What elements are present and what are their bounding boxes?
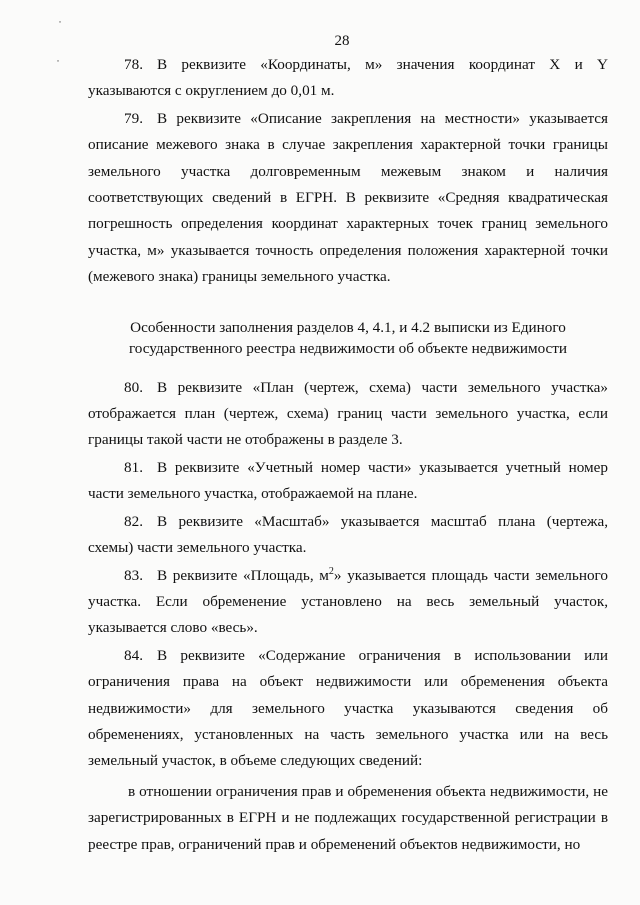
paragraph-text: В реквизите «Содержание ограничения в использовании или ограничения права на объект недвижимости или обременения объекта недвижимости» для земельного участка указываются сведения об обременениях, установленных на часть земельного участка или на весь земельный участок, в объеме следующих сведений: bbox=[88, 646, 608, 770]
paragraph-83 bbox=[88, 563, 608, 642]
paragraph-number: 84. bbox=[124, 646, 143, 664]
margin-mark: ˙ bbox=[56, 57, 60, 71]
paragraph-80 bbox=[88, 375, 608, 454]
paragraph-number: 78. bbox=[124, 56, 143, 73]
paragraph-84 bbox=[88, 643, 608, 775]
superscript: 2 bbox=[328, 565, 334, 577]
paragraph-82 bbox=[88, 509, 608, 562]
paragraph-81 bbox=[88, 455, 608, 508]
paragraph-text: » указывается площадь части земельного участка. Если обременение установлено на весь земельный участок, указывается слово «весь». bbox=[88, 566, 608, 637]
section-title: Особенности заполнения разделов 4, 4.1, и 4.2 выписки из Единого государственного реестра недвижимости об объекте недвижимости bbox=[128, 318, 568, 357]
margin-mark: ˙ bbox=[58, 18, 62, 32]
paragraph-number: 81. bbox=[124, 458, 143, 476]
paragraph-text: В реквизите «Учетный номер части» указывается учетный номер части земельного участка, отображаемой на плане. bbox=[88, 458, 608, 503]
paragraph-text: В реквизите «Площадь, м bbox=[156, 566, 329, 584]
paragraph-number: 80. bbox=[124, 378, 143, 396]
subparagraph: в отношении ограничения прав и обременения объекта недвижимости, не зарегистрированных в ЕГРН и не подлежащих государственной регистрации в реестре прав, ограничений прав и обременений объектов недвижимости, но bbox=[88, 782, 608, 853]
paragraph-text: В реквизите «Координаты, м» значения координат X и Y указываются с округлением до 0,01 м. bbox=[88, 56, 608, 100]
paragraph-number: 83. bbox=[124, 566, 143, 584]
paragraph-78 bbox=[88, 52, 608, 105]
document-body bbox=[88, 52, 608, 858]
paragraph-text: В реквизите «Масштаб» указывается масштаб плана (чертежа, схемы) части земельного участка. bbox=[88, 512, 608, 557]
paragraph-79 bbox=[88, 106, 608, 291]
page-number: 28 bbox=[334, 33, 350, 49]
paragraph-number: 79. bbox=[124, 109, 143, 127]
paragraph-text: В реквизите «Описание закрепления на местности» указывается описание межевого знака в случае закрепления характерной точки границы земельного участка долговременным межевым знаком и наличия соответствующих сведений в ЕГРН. В реквизите «Средняя квадратическая погрешность определения координат характерных точек границ земельного участка, м» указывается точность определения положения характерной точки (межевого знака) границы земельного участка. bbox=[88, 109, 608, 286]
paragraph-number: 82. bbox=[124, 512, 143, 530]
paragraph-text: В реквизите «План (чертеж, схема) части земельного участка» отображается план (чертеж, схема) границ части земельного участка, если границы такой части не отображены в разделе 3. bbox=[88, 378, 608, 449]
